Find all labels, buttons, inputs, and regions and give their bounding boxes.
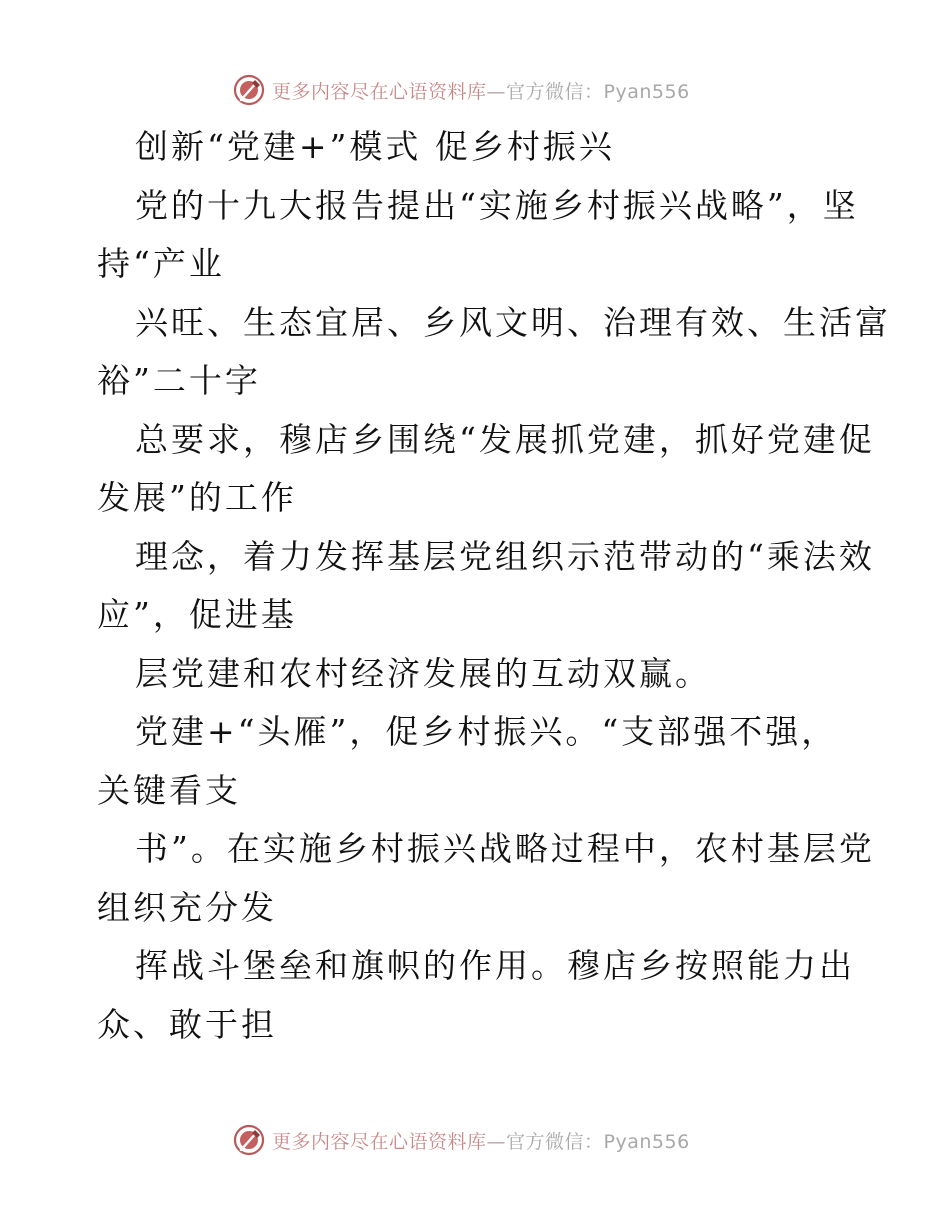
watermark-wechat: 官方微信：Pyan556 <box>506 1130 690 1153</box>
document-body <box>97 118 891 1054</box>
paragraph-line: 层党建和农村经济发展的互动双赢。 <box>135 653 711 693</box>
document-title: 创新“党建+”模式 促乡村振兴 <box>135 127 615 166</box>
paragraph-line: 兴旺、生态宜居、乡风文明、治理有效、生活富 <box>135 302 891 342</box>
paragraph-line: 理念，着力发挥基层党组织示范带动的“乘法效 <box>135 536 875 576</box>
paragraph-line: 党的十九大报告提出“实施乡村振兴战略”，坚 <box>135 185 859 225</box>
paragraph-line: 组织充分发 <box>97 887 277 927</box>
paragraph-line: 应”，促进基 <box>97 595 297 634</box>
watermark-wechat: 官方微信：Pyan556 <box>506 80 690 103</box>
watermark-main: 更多内容尽在心语资料库 <box>272 80 487 103</box>
header-watermark <box>232 70 690 110</box>
paragraph-line: 发展”的工作 <box>97 478 297 517</box>
paragraph-line: 挥战斗堡垒和旗帜的作用。穆店乡按照能力出 <box>135 946 855 985</box>
watermark-separator: — <box>486 80 507 103</box>
paragraph-line: 关键看支 <box>97 770 241 810</box>
watermark-text <box>272 1127 690 1154</box>
watermark-main: 更多内容尽在心语资料库 <box>272 1130 487 1153</box>
paragraph-line: 裕”二十字 <box>97 361 261 400</box>
pen-logo-icon <box>232 73 266 107</box>
footer-watermark <box>232 1120 690 1160</box>
paragraph-line: 持“产业 <box>97 244 225 283</box>
watermark-separator: — <box>486 1130 507 1153</box>
paragraph-line: 总要求，穆店乡围绕“发展抓党建，抓好党建促 <box>135 419 875 459</box>
paragraph-line: 党建+“头雁”，促乡村振兴。“支部强不强， <box>135 712 838 751</box>
pen-logo-icon <box>232 1123 266 1157</box>
paragraph-line: 众、敢于担 <box>97 1004 277 1044</box>
watermark-text <box>272 77 690 104</box>
paragraph-line: 书”。在实施乡村振兴战略过程中，农村基层党 <box>135 829 875 868</box>
